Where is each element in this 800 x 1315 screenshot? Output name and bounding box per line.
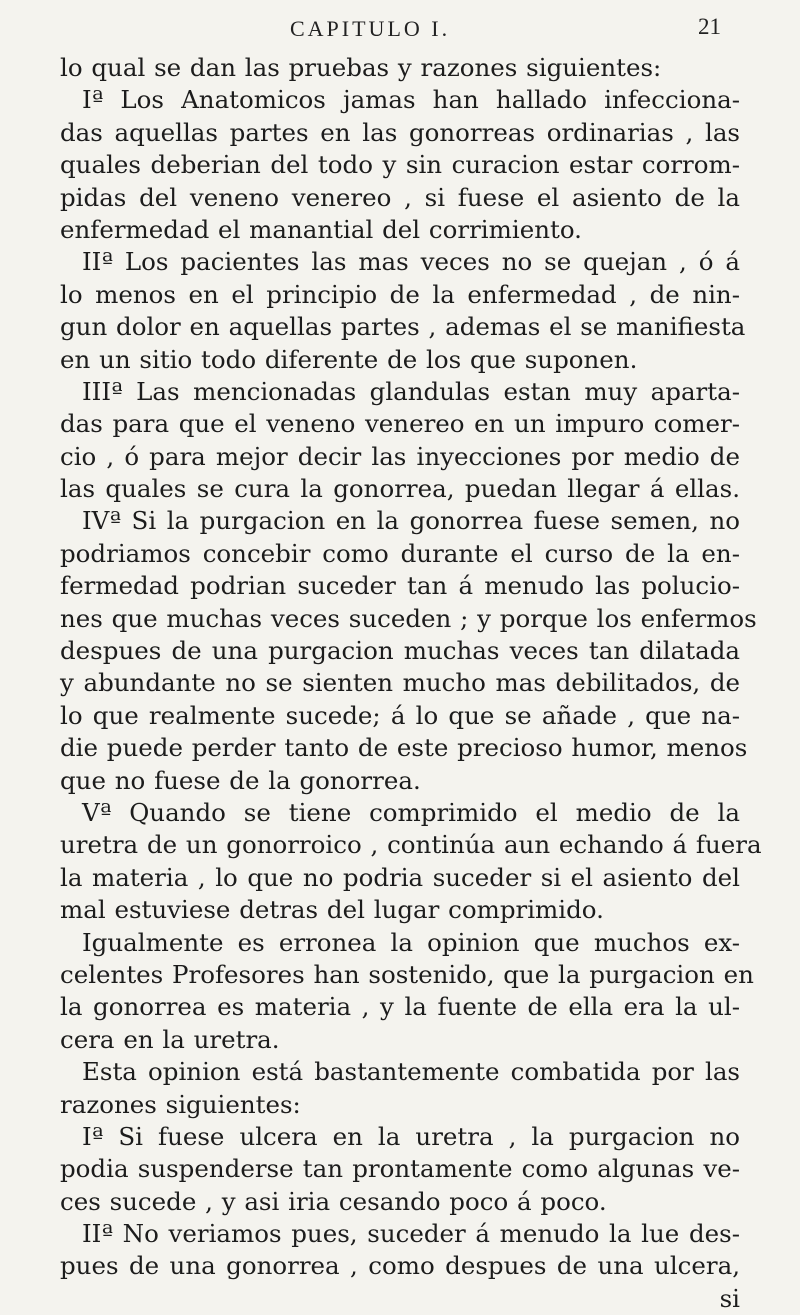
text-line: enfermedad el manantial del corrimiento. [60, 214, 582, 244]
text-line: lo menos en el principio de la enfermedad , de nin- [60, 279, 740, 309]
body-text [60, 52, 762, 1315]
text-line: pues de una gonorrea , como despues de una ulcera, [60, 1251, 740, 1281]
text-line: cera en la uretra. [60, 1024, 280, 1054]
text-line: nes que muchas veces suceden ; y porque los enfermos [60, 603, 757, 633]
text-line: lo que realmente sucede; á lo que se añade , que na- [60, 700, 740, 730]
text-line: IIª Los pacientes las mas veces no se quejan , ó á [82, 247, 740, 277]
text-line: Igualmente es erronea la opinion que muchos ex- [82, 927, 740, 957]
text-line: mal estuviese detras del lugar comprimido. [60, 895, 604, 925]
text-line: razones siguientes: [60, 1089, 301, 1119]
text-line: lo qual se dan las pruebas y razones siguientes: [60, 53, 662, 82]
text-line: en un sitio todo diferente de los que suponen. [60, 344, 638, 374]
text-line: la gonorrea es materia , y la fuente de ella era la ul- [60, 992, 740, 1022]
text-line: fermedad podrian suceder tan á menudo las polucio- [60, 571, 740, 601]
text-line: Esta opinion está bastantemente combatida por las [82, 1057, 740, 1087]
text-line: quales deberian del todo y sin curacion estar corrom- [60, 150, 740, 180]
text-line: Iª Si fuese ulcera en la uretra , la purgacion no [82, 1121, 740, 1151]
text-line: die puede perder tanto de este precioso humor, menos [60, 733, 748, 763]
page-number: 21 [698, 14, 721, 39]
text-line: celentes Profesores han sostenido, que la purgacion en [60, 959, 754, 989]
text-line: gun dolor en aquellas partes , ademas el se manifiesta [60, 312, 746, 342]
text-line: uretra de un gonorroico , continúa aun echando á fuera [60, 830, 762, 860]
text-line: la materia , lo que no podria suceder si el asiento del [60, 862, 740, 892]
text-line: pidas del veneno venereo , si fuese el asiento de la [60, 182, 740, 212]
catchword: si [719, 1283, 740, 1313]
text-line: das aquellas partes en las gonorreas ordinarias , las [60, 117, 740, 147]
text-line: das para que el veneno venereo en un impuro comer- [60, 409, 740, 439]
text-line: cio , ó para mejor decir las inyecciones por medio de [60, 441, 740, 471]
text-line: despues de una purgacion muchas veces tan dilatada [60, 636, 740, 666]
running-title: CAPITULO I. [290, 16, 451, 41]
text-line: que no fuese de la gonorrea. [60, 765, 421, 795]
text-line: IVª Si la purgacion en la gonorrea fuese semen, no [82, 506, 740, 536]
text-line: podriamos concebir como durante el curso de la en- [60, 538, 740, 568]
text-line: podia suspenderse tan prontamente como algunas ve- [60, 1154, 740, 1184]
page-header [0, 10, 800, 50]
text-line: Iª Los Anatomicos jamas han hallado infecciona- [82, 85, 740, 115]
text-line: Vª Quando se tiene comprimido el medio de la [82, 797, 740, 827]
text-line: IIIª Las mencionadas glandulas estan muy aparta- [82, 376, 740, 406]
text-line: IIª No veriamos pues, suceder á menudo la lue des- [82, 1219, 740, 1249]
text-line: y abundante no se sienten mucho mas debilitados, de [60, 668, 740, 698]
text-line: ces sucede , y asi iria cesando poco á poco. [60, 1186, 607, 1216]
text-line: las quales se cura la gonorrea, puedan llegar á ellas. [60, 474, 740, 504]
